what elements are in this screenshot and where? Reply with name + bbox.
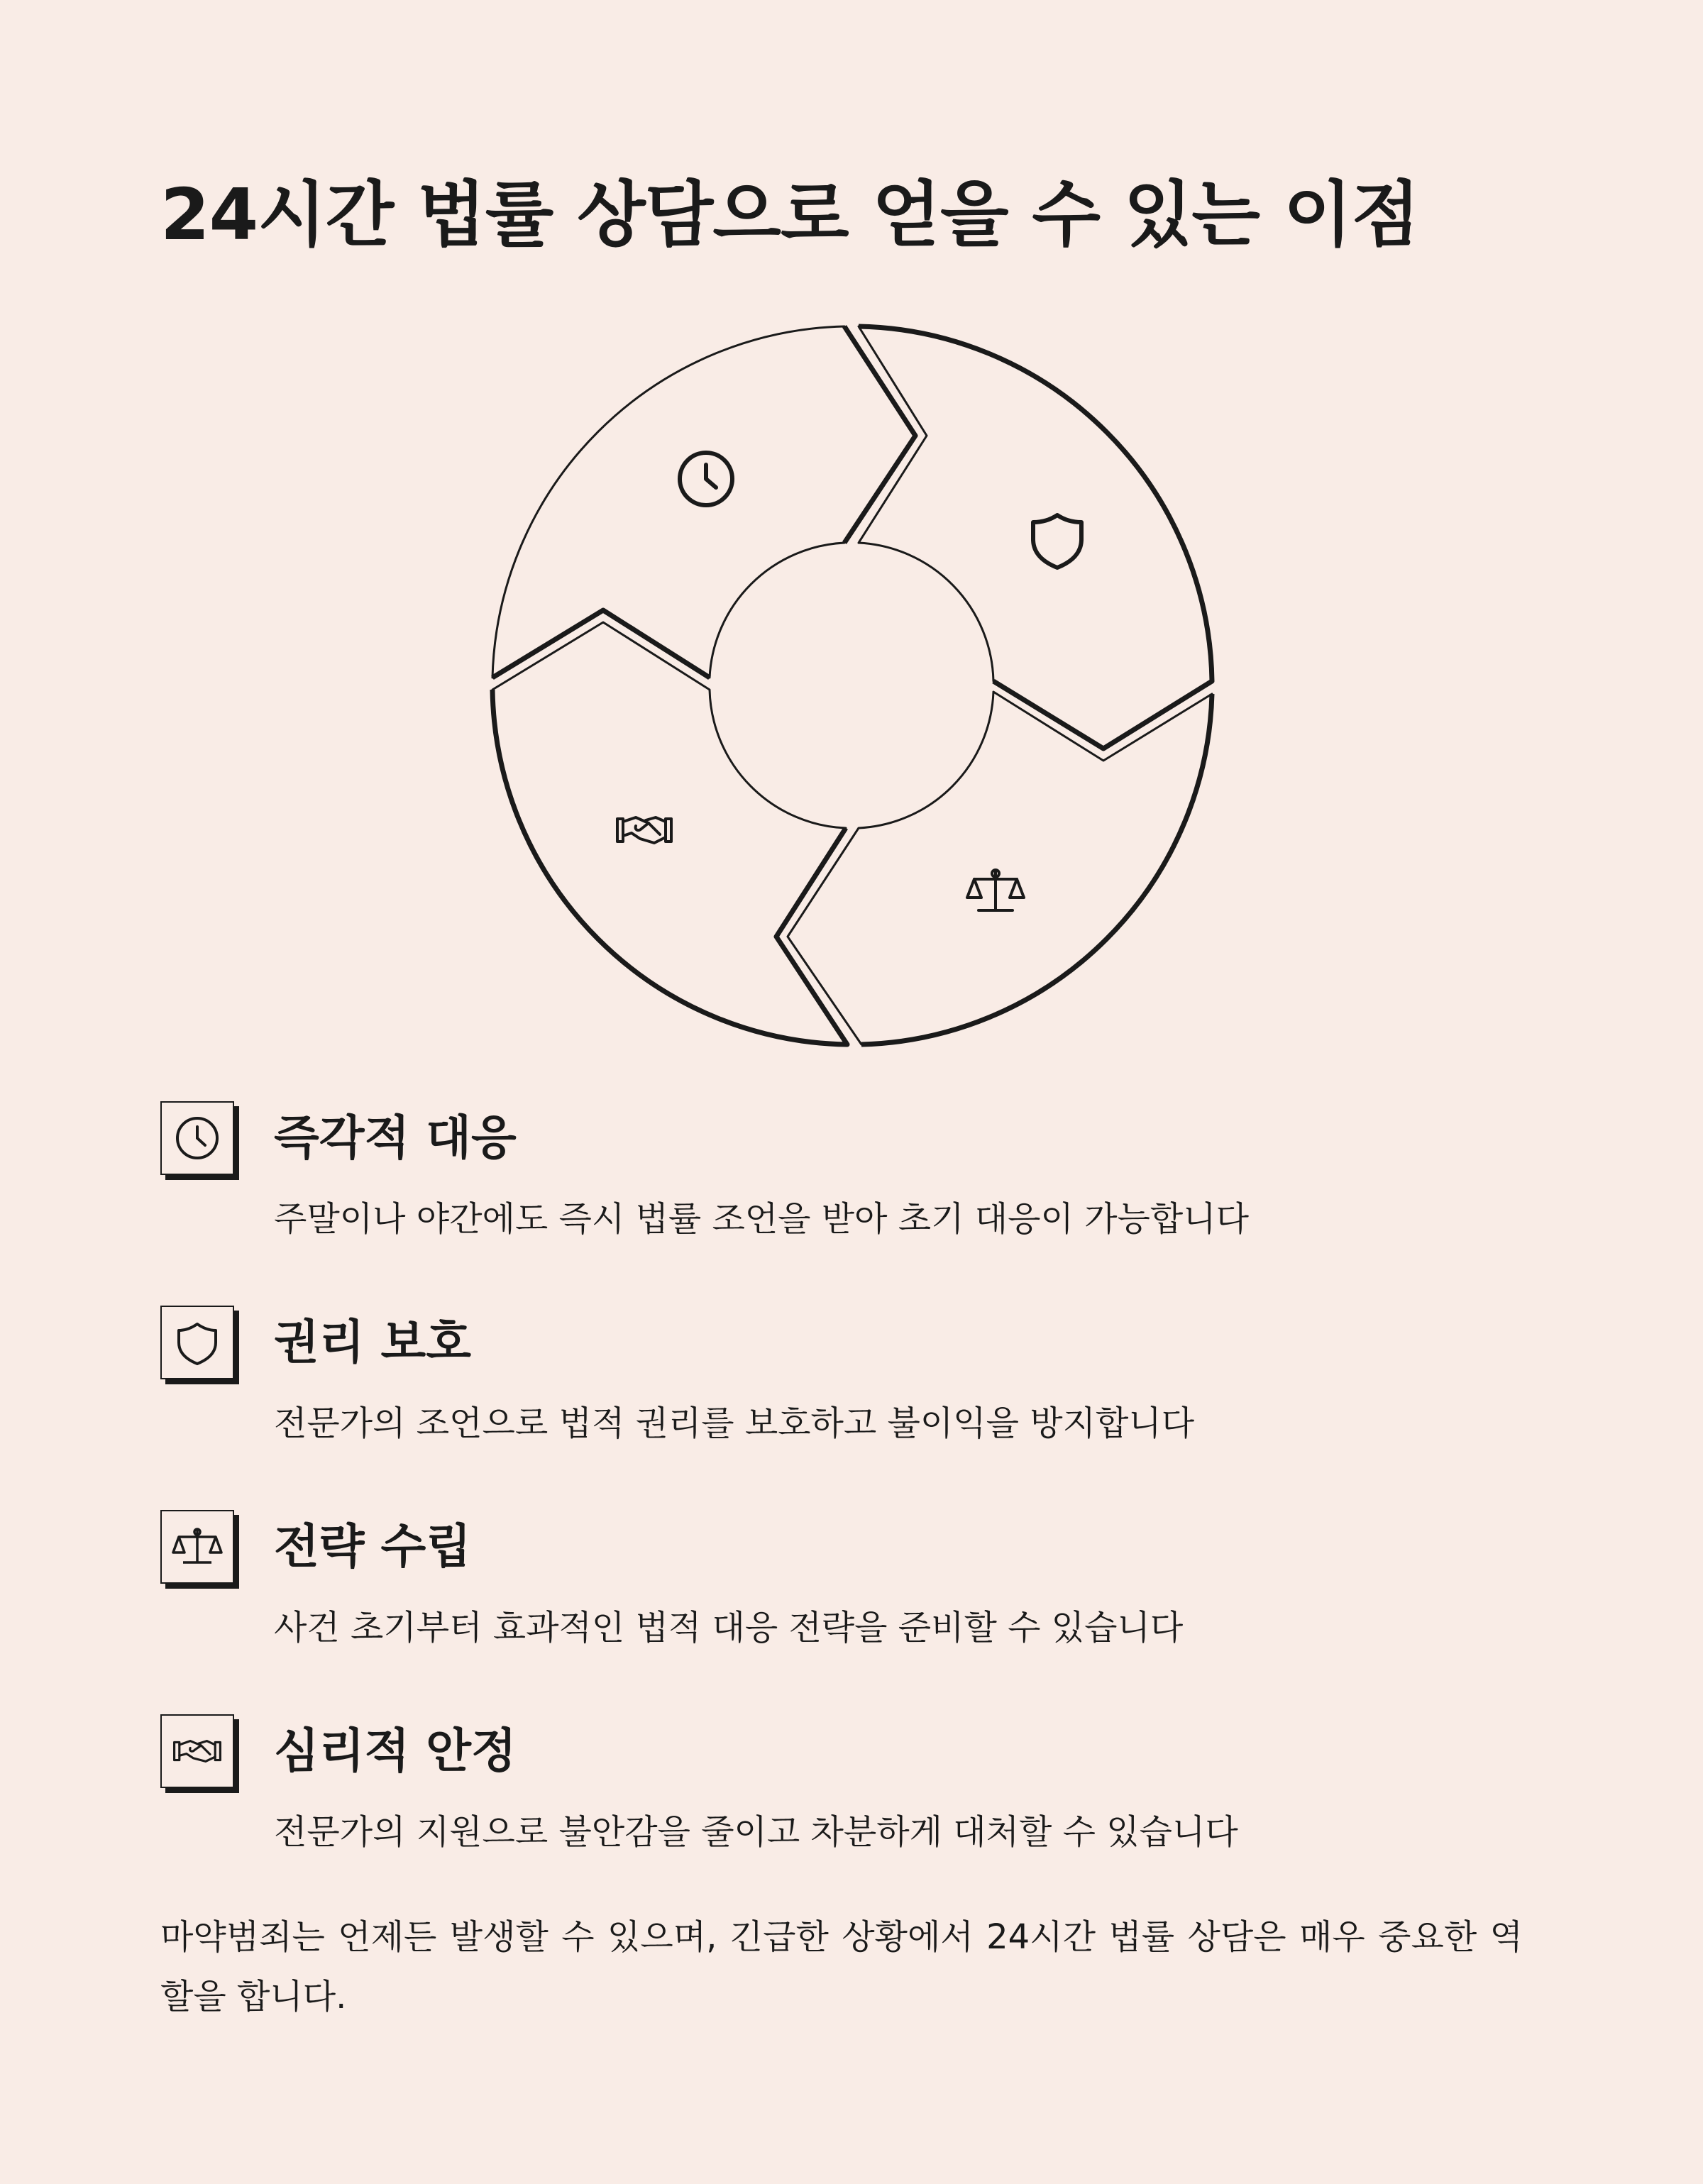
cycle-diagram xyxy=(483,319,1235,1057)
benefit-title: 전략 수립 xyxy=(274,1519,472,1574)
cycle-segment-bottom-right xyxy=(788,692,1212,1044)
benefit-description: 전문가의 조언으로 법적 권리를 보호하고 불이익을 방지합니다 xyxy=(274,1403,1195,1443)
cycle-segment-top-left xyxy=(492,326,915,678)
handshake-icon xyxy=(160,1714,234,1788)
benefit-description: 사건 초기부터 효과적인 법적 대응 전략을 준비할 수 있습니다 xyxy=(274,1608,1184,1648)
benefit-description: 주말이나 야간에도 즉시 법률 조언을 받아 초기 대응이 가능합니다 xyxy=(274,1199,1250,1239)
scales-icon xyxy=(160,1510,234,1584)
page-title: 24시간 법률 상담으로 얻을 수 있는 이점 xyxy=(160,173,1420,256)
shield-icon xyxy=(160,1306,234,1379)
clock-icon xyxy=(160,1101,234,1175)
footer-note: 마약범죄는 언제든 발생할 수 있으며, 긴급한 상황에서 24시간 법률 상담은 매우 중요한 역할을 합니다. xyxy=(160,1917,1523,2017)
benefit-description: 전문가의 지원으로 불안감을 줄이고 차분하게 대처할 수 있습니다 xyxy=(274,1812,1238,1852)
benefit-title: 즉각적 대응 xyxy=(274,1110,517,1165)
benefit-title: 권리 보호 xyxy=(274,1315,472,1369)
benefit-title: 심리적 안정 xyxy=(274,1724,517,1778)
